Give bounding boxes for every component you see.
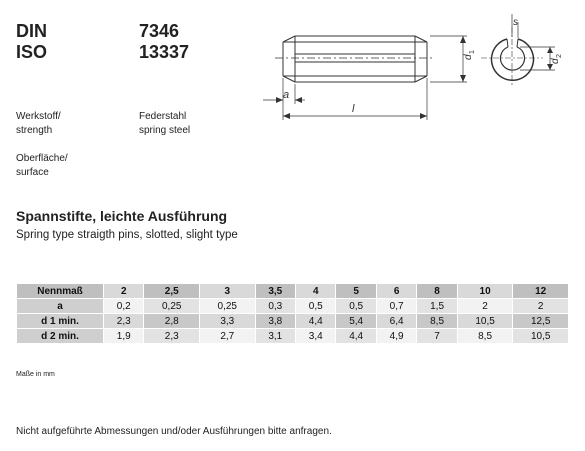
table-cell: 8,5 xyxy=(457,329,513,344)
table-cell: 5,4 xyxy=(336,314,376,329)
table-cell: 7 xyxy=(417,329,457,344)
table-header-cell: 12 xyxy=(513,284,569,299)
table-cell: 0,25 xyxy=(200,299,256,314)
table-cell: 0,2 xyxy=(104,299,144,314)
dim-l-label: l xyxy=(352,103,355,115)
table-cell: 0,5 xyxy=(296,299,336,314)
table-cell: 4,4 xyxy=(336,329,376,344)
pin-technical-drawing xyxy=(255,12,575,127)
table-header-cell: 2,5 xyxy=(144,284,200,299)
material-value-de: Federstahl xyxy=(139,111,187,122)
dim-s-label: s xyxy=(513,17,518,28)
table-row xyxy=(17,329,569,344)
row-label: d 2 min. xyxy=(17,329,104,344)
table-cell: 1,9 xyxy=(104,329,144,344)
standard-iso-label: ISO xyxy=(16,42,48,62)
table-cell: 2,7 xyxy=(200,329,256,344)
page-title: Spannstifte, leichte Ausführung xyxy=(16,208,228,224)
table-cell: 4,4 xyxy=(296,314,336,329)
table-cell: 10,5 xyxy=(457,314,513,329)
table-cell: 0,7 xyxy=(376,299,416,314)
table-cell: 2,3 xyxy=(104,314,144,329)
table-row xyxy=(17,299,569,314)
page-subtitle: Spring type straigth pins, slotted, slight type xyxy=(16,229,238,241)
table-cell: 1,5 xyxy=(417,299,457,314)
dim-a-label: a xyxy=(283,89,290,101)
table-header-row xyxy=(17,284,569,299)
table-cell: 3,4 xyxy=(296,329,336,344)
standard-din-label: DIN xyxy=(16,21,47,41)
table-cell: 3,3 xyxy=(200,314,256,329)
footer-note: Nicht aufgeführte Abmessungen und/oder Ausführungen bitte anfragen. xyxy=(16,426,332,437)
dim-d1-subscript: 1 xyxy=(469,50,476,54)
table-cell: 3,8 xyxy=(255,314,295,329)
table-header-cell: 8 xyxy=(417,284,457,299)
table-cell: 3,1 xyxy=(255,329,295,344)
table-cell: 6,4 xyxy=(376,314,416,329)
table-header-cell: 3 xyxy=(200,284,256,299)
table-header-cell: 6 xyxy=(376,284,416,299)
table-cell: 2,8 xyxy=(144,314,200,329)
table-header-cell: 4 xyxy=(296,284,336,299)
table-cell: 0,5 xyxy=(336,299,376,314)
material-value-en: spring steel xyxy=(139,125,191,136)
table-header-label: Nennmaß xyxy=(17,284,104,299)
table-header-cell: 2 xyxy=(104,284,144,299)
standard-iso-number: 13337 xyxy=(139,42,190,62)
table-cell: 2 xyxy=(457,299,513,314)
material-label xyxy=(16,110,61,138)
surface-label xyxy=(16,152,68,180)
dim-d1-label: d xyxy=(463,54,474,60)
table-cell: 0,3 xyxy=(255,299,295,314)
table-cell: 12,5 xyxy=(513,314,569,329)
table-cell: 2 xyxy=(513,299,569,314)
table-header-cell: 10 xyxy=(457,284,513,299)
table-cell: 4,9 xyxy=(376,329,416,344)
material-label-en: strength xyxy=(16,125,53,136)
table-row xyxy=(17,314,569,329)
material-value xyxy=(139,110,190,138)
table-cell: 10,5 xyxy=(513,329,569,344)
table-cell: 2,3 xyxy=(144,329,200,344)
material-label-de: Werkstoff/ xyxy=(16,111,61,122)
table-header-cell: 5 xyxy=(336,284,376,299)
surface-label-en: surface xyxy=(16,167,49,178)
table-cell: 0,25 xyxy=(144,299,200,314)
units-note: Maße in mm xyxy=(16,371,55,378)
standard-din-number: 7346 xyxy=(139,21,180,41)
row-label: d 1 min. xyxy=(17,314,104,329)
surface-label-de: Oberfläche/ xyxy=(16,153,68,164)
table-cell: 8,5 xyxy=(417,314,457,329)
table-header-cell: 3,5 xyxy=(255,284,295,299)
dim-d2-label: d xyxy=(550,58,561,64)
dimensions-table xyxy=(16,283,569,344)
row-label: a xyxy=(17,299,104,314)
dim-d2-subscript: 2 xyxy=(556,54,563,58)
